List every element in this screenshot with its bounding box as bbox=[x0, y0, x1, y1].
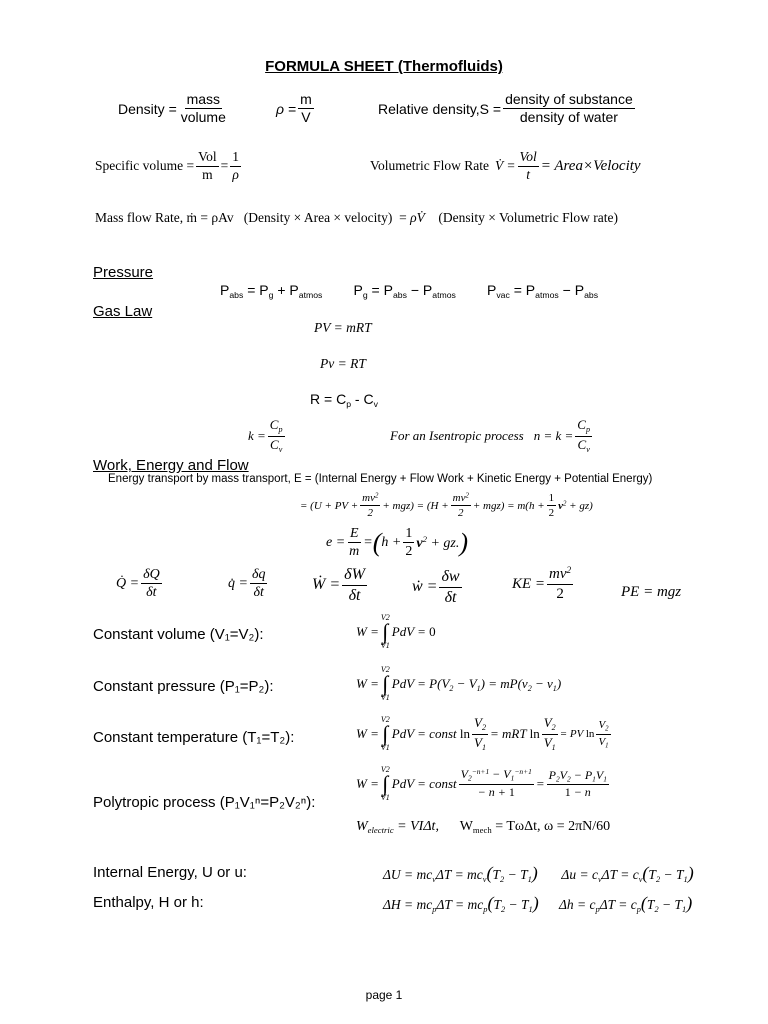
electric-mech-work: $W_{electric} = VI\Delta t$, $W_{mech} = T\omega\Delta t$, ω = 2πN/60 bbox=[356, 819, 611, 836]
page-number: page 1 bbox=[365, 988, 403, 1002]
internal-energy-label: Internal Energy, U or u: bbox=[93, 864, 247, 881]
r-cp-text: R = C bbox=[310, 391, 347, 407]
polytropic-label: Polytropic process (P₁V₁ⁿ=P₂V₂ⁿ): bbox=[93, 794, 316, 811]
area-velocity-text: = Area×Velocity bbox=[540, 157, 641, 174]
m-text-2: m bbox=[202, 166, 213, 182]
relative-density-label: Relative density,S = bbox=[378, 100, 502, 117]
constant-volume-label: Constant volume (V₁=V₂): bbox=[93, 626, 264, 643]
constant-pressure-label: Constant pressure (P₁=P₂): bbox=[93, 678, 274, 695]
one-over-rho bbox=[230, 150, 241, 183]
constant-temperature-work: W = V2 ∫ V1 PdV = const ln $\frac{V_2}{V_1}$ = mRT ln $\frac{V_2}{V_1}$ = PV ln $\frac{V_2}{V_1}$ bbox=[356, 715, 609, 753]
pe-formula: PE = mgz bbox=[621, 584, 682, 600]
density-water-text: density of water bbox=[519, 109, 618, 126]
specific-energy-formula: e = $\frac{E}{m}$ = ( h + $\frac{1}{2}$ $v^2$ + gz. ) bbox=[326, 526, 469, 560]
w-mech-rest: = TωΔt, ω = 2πN/60 bbox=[495, 819, 611, 834]
energy-transport-label: Energy transport by mass transport, E = bbox=[108, 473, 312, 485]
gas-law-heading: Gas Law bbox=[93, 303, 153, 320]
constant-pressure-work: W = V2 ∫ V1 PdV = $P(V_2 - V_1) = mP(v_2 - v_1)$ bbox=[356, 665, 562, 702]
enthalpy-formula: $\Delta H = mc_p\Delta T = mc_p(T_2 - T_1)$ $\Delta h = c_p\Delta T = c_p(T_2 - T_1)$ bbox=[383, 893, 693, 914]
m-over-v bbox=[298, 92, 314, 126]
work-energy-flow-heading: Work, Energy and Flow bbox=[93, 457, 249, 474]
mass-flow-formula: Mass flow Rate, ṁ = ρAv (Density × Area × velocity) = ρV̇ (Density × Volumetric Flow rate) bbox=[95, 210, 618, 225]
vol-text: Vol bbox=[196, 150, 219, 167]
pv-rt-equation: Pv = RT bbox=[320, 356, 366, 371]
energy-transport-formula bbox=[108, 473, 652, 485]
cp-over-cv: $\frac{C_p}{C_v}$ bbox=[269, 417, 283, 454]
relative-density-fraction bbox=[503, 92, 635, 126]
specific-volume-formula: Specific volume = $\frac{\text{Vol}}{m}$ = $\frac{1}{\rho}$ bbox=[95, 149, 239, 182]
mass-flow-note-1: (Density × Area × velocity) bbox=[243, 210, 393, 225]
w-dot-specific-formula: ẇ = $\frac{\delta w}{\delta t}$ bbox=[412, 568, 460, 606]
mass-flow-note-2: (Density × Volumetric Flow rate) bbox=[438, 210, 618, 225]
cp-over-cv-2: $\frac{C_p}{C_v}$ bbox=[577, 417, 590, 454]
volumetric-flow-label: Volumetric Flow Rate bbox=[370, 158, 489, 174]
w-mech-sub: mech bbox=[472, 825, 492, 836]
pressure-formulas: $P_{abs} = P_g + P_{atmos}$ $P_g = P_{abs} - P_{atmos}$ $P_{vac} = P_{atmos} - P_{abs}$ bbox=[220, 282, 599, 301]
ke-formula: KE = $\frac{mv^2}{2}$ bbox=[512, 566, 572, 602]
energy-terms: (Internal Energy + Flow Work + Kinetic Energy + Potential Energy) bbox=[314, 473, 653, 485]
mass-over-volume bbox=[179, 92, 228, 126]
rho-eq: ρ = bbox=[276, 100, 297, 117]
specific-volume-label: Specific volume = bbox=[95, 158, 195, 174]
volumetric-flow-formula: Volumetric Flow Rate V̇ = $\frac{\text{Vol}}{t}$ = Area×Velocity bbox=[370, 149, 641, 182]
mass-text: mass bbox=[185, 92, 222, 109]
isentropic-formula: For an Isentropic process n = k = $\frac{C_p}{C_v}$ bbox=[390, 417, 590, 454]
page-title: FORMULA SHEET (Thermofluids) bbox=[265, 58, 503, 75]
constant-temperature-label: Constant temperature (T₁=T₂): bbox=[93, 729, 295, 746]
rho-formula bbox=[276, 92, 316, 126]
one-text: 1 bbox=[230, 150, 241, 167]
k-ratio-formula: k = $\frac{C_p}{C_v}$ bbox=[248, 417, 283, 454]
pressure-heading: Pressure bbox=[93, 264, 154, 281]
m-text: m bbox=[298, 92, 314, 109]
constant-volume-work: W = V2 ∫ V1 PdV = 0 bbox=[356, 613, 436, 650]
isentropic-label: For an Isentropic process bbox=[390, 428, 524, 444]
enthalpy-label: Enthalpy, H or h: bbox=[93, 894, 204, 911]
density-formula bbox=[118, 92, 230, 126]
volume-text: volume bbox=[180, 109, 226, 126]
rho-text: ρ bbox=[232, 166, 239, 182]
r-cp-cv-equation: $R = C_p - C_v$ bbox=[310, 391, 378, 410]
pv-mrt-equation: PV = mRT bbox=[314, 320, 372, 335]
vol-text-2: Vol bbox=[518, 150, 539, 167]
mass-flow-label: Mass flow Rate, ṁ = ρAv bbox=[95, 210, 234, 225]
density-label: Density = bbox=[118, 100, 177, 117]
internal-energy-formula: $\Delta U = mc_v\Delta T = mc_v(T_2 - T_1)$ $\Delta u = c_v\Delta T = c_v(T_2 - T_1)$ bbox=[383, 863, 694, 884]
q-dot-formula: Q̇ = $\frac{\delta Q}{\delta t}$ bbox=[116, 567, 160, 601]
q-dot-specific-formula: q̇ = $\frac{\delta q}{\delta t}$ bbox=[228, 567, 266, 601]
w-dot-formula: Ẇ = $\frac{\delta W}{\delta t}$ bbox=[312, 566, 365, 604]
energy-expansion: = (U + PV + $\frac{mv^2}{2}$ + mgz) = (H + $\frac{mv^2}{2}$ + mgz) = m(h + $\frac{1}{2}$ $v^2 + gz$) bbox=[300, 492, 593, 520]
polytropic-work: W = V2 ∫ V1 PdV = const $\frac{V_2^{-n+1} - V_1^{-n+1}}{- n + 1}$ = $\frac{P_2V_2 - P_1V_1}{1 - n}$ bbox=[356, 765, 607, 802]
w-electric-rest: = VIΔt, bbox=[397, 819, 439, 834]
v-text: V bbox=[301, 109, 311, 126]
w-mech: W bbox=[459, 819, 473, 834]
vol-over-m bbox=[196, 150, 219, 183]
relative-density-formula bbox=[378, 92, 637, 126]
density-substance-text: density of substance bbox=[503, 92, 635, 109]
vol-over-t: $\frac{\text{Vol}}{t}$ bbox=[519, 149, 537, 182]
